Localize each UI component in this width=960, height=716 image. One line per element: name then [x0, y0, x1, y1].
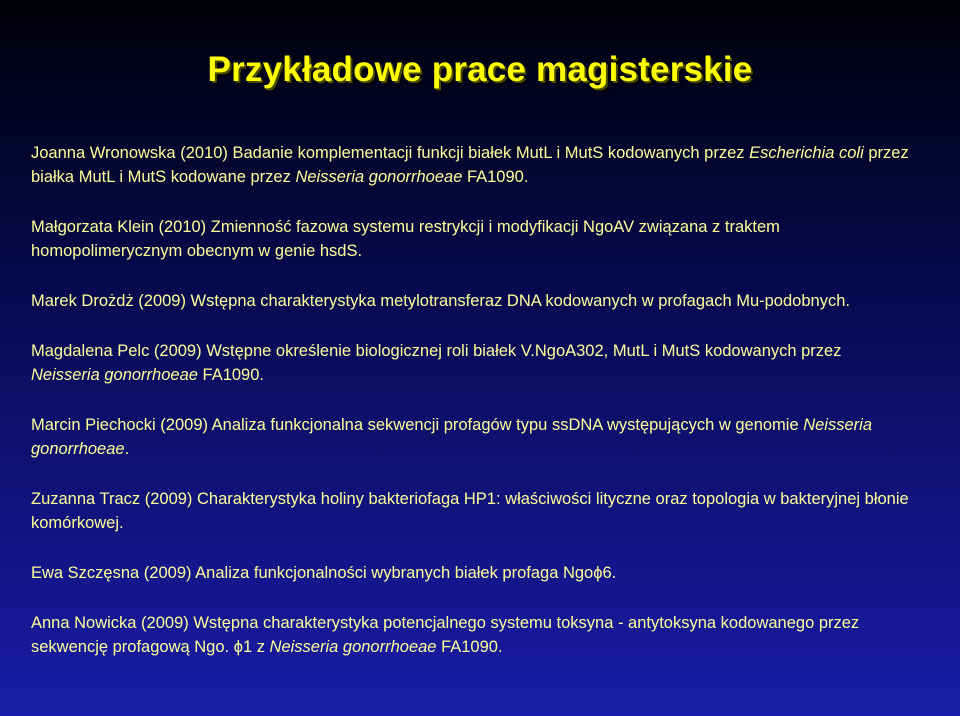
entry-text: FA1090. — [197, 366, 264, 384]
species-name: Neisseria gonorrhoeae — [31, 416, 872, 458]
species-name: Neisseria gonorrhoeae — [295, 168, 463, 186]
slide-title: Przykładowe prace magisterskie — [207, 50, 753, 89]
thesis-entry-klein — [31, 215, 911, 263]
thesis-entry-drozdz — [31, 289, 911, 313]
thesis-entry-pelc — [31, 339, 911, 387]
entry-text: przez białka MutL i MutS kodowane przez — [31, 144, 909, 186]
entry-text: Marek Drożdż (2009) Wstępna charakterystyka metylotransferaz DNA kodowanych w profagach Mu-podobnych. — [31, 292, 850, 310]
species-name: Escherichia coli — [749, 144, 864, 162]
species-name: Neisseria gonorrhoeae — [269, 638, 437, 656]
entry-text: FA1090. — [462, 168, 529, 186]
thesis-entry-tracz — [31, 487, 911, 535]
entry-text: Ewa Szczęsna (2009) Analiza funkcjonalności wybranych białek profaga Ngoϕ6. — [31, 564, 617, 582]
thesis-list — [31, 141, 911, 685]
entry-text: Zuzanna Tracz (2009) Charakterystyka holiny bakteriofaga HP1: właściwości lityczne oraz topologia w bakteryjnej błonie komórkowej. — [31, 490, 909, 532]
thesis-entry-piechocki — [31, 413, 911, 461]
entry-text: . — [124, 440, 130, 458]
thesis-entry-szczesna — [31, 561, 911, 585]
entry-text: Małgorzata Klein (2010) Zmienność fazowa systemu restrykcji i modyfikacji NgoAV związana z traktem homopolimerycznym obecnym w genie hsdS. — [31, 218, 780, 260]
entry-text: FA1090. — [436, 638, 503, 656]
thesis-entry-nowicka — [31, 611, 911, 659]
entry-text: Anna Nowicka (2009) Wstępna charakterystyka potencjalnego systemu toksyna - antytoksyna kodowanego przez sekwencję profagową Ngo. ϕ1 z — [31, 614, 860, 656]
species-name: Neisseria gonorrhoeae — [31, 366, 198, 384]
thesis-entry-wronowska — [31, 141, 911, 189]
entry-text: Joanna Wronowska (2010) Badanie komplementacji funkcji białek MutL i MutS kodowanych przez — [31, 144, 750, 162]
entry-text: Magdalena Pelc (2009) Wstępne określenie biologicznej roli białek V.NgoA302, MutL i MutS kodowanych przez — [31, 342, 842, 360]
entry-text: Marcin Piechocki (2009) Analiza funkcjonalna sekwencji profagów typu ssDNA występujących w genomie — [31, 416, 804, 434]
